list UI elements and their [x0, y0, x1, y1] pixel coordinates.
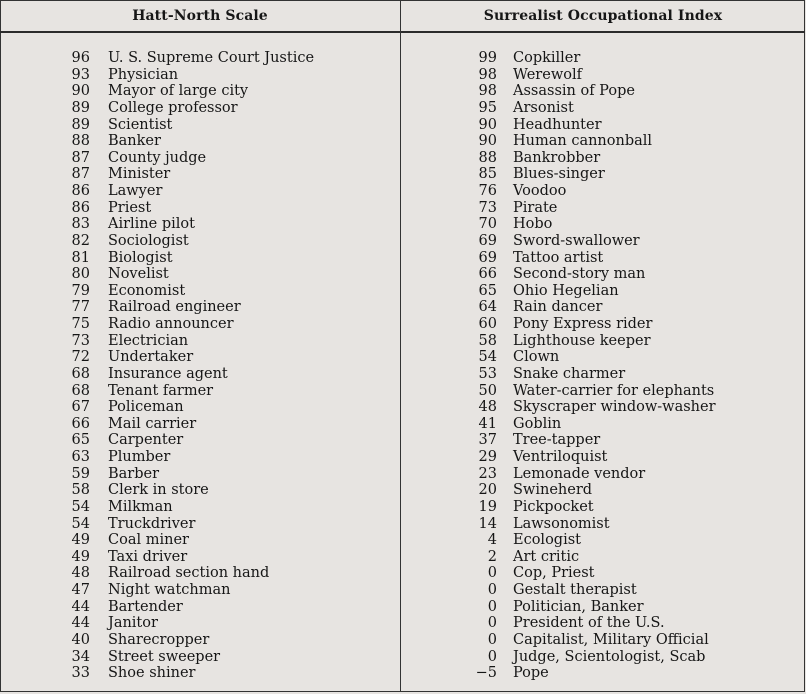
score-value: 20 — [478, 482, 497, 499]
score-value: 73 — [478, 199, 497, 216]
occupation-name: Railroad section hand — [108, 565, 270, 582]
score-value: 0 — [487, 565, 497, 582]
table-row — [401, 166, 805, 183]
occupation-name: Novelist — [108, 266, 169, 283]
occupation-name: Arsonist — [513, 99, 574, 116]
table-row — [0, 50, 400, 67]
score-value: 90 — [71, 83, 90, 100]
score-value: 68 — [71, 382, 90, 399]
score-value: 49 — [71, 548, 90, 565]
table-row — [401, 549, 805, 566]
score-value: 86 — [71, 183, 90, 199]
score-value: 48 — [478, 399, 497, 416]
occupation-name: Coal miner — [108, 532, 189, 549]
score-value: 87 — [71, 166, 90, 183]
occupation-name: Radio announcer — [108, 316, 234, 332]
table-row — [401, 615, 805, 632]
table-row — [401, 649, 805, 666]
score-value: 77 — [71, 299, 90, 316]
score-value: 65 — [71, 432, 90, 449]
occupation-name: Mail carrier — [108, 415, 197, 432]
table-row — [0, 466, 400, 483]
table-row — [401, 183, 805, 200]
table-row — [0, 432, 400, 449]
occupation-name: Mayor of large city — [108, 83, 249, 100]
table-row — [0, 416, 400, 433]
table-row — [401, 599, 805, 616]
score-value: 58 — [71, 482, 90, 499]
occupation-name: Ohio Hegelian — [513, 282, 619, 299]
occupation-name: Physician — [108, 66, 179, 83]
score-value: 68 — [71, 365, 90, 382]
score-value: 66 — [478, 266, 497, 283]
score-value: 34 — [71, 648, 90, 665]
score-value: 58 — [478, 332, 497, 349]
table-row — [401, 532, 805, 549]
score-value: 69 — [478, 232, 497, 249]
score-value: 85 — [478, 166, 497, 183]
table-row — [401, 632, 805, 649]
table-row — [401, 349, 805, 366]
score-value: 2 — [487, 548, 497, 565]
table-row — [401, 200, 805, 217]
table-row — [0, 532, 400, 549]
table-row — [401, 233, 805, 250]
table-row — [0, 449, 400, 466]
surrealist-list — [401, 50, 805, 682]
occupation-name: Bankrobber — [513, 149, 601, 166]
table-row — [0, 399, 400, 416]
occupation-name: Tattoo artist — [513, 249, 604, 266]
score-value: 63 — [71, 449, 90, 465]
table-row — [0, 516, 400, 533]
table-row — [0, 83, 400, 100]
occupation-name: Ventriloquist — [513, 449, 608, 465]
occupation-name: Clown — [513, 349, 560, 366]
occupation-name: Airline pilot — [108, 216, 195, 233]
occupation-name: Voodoo — [513, 183, 567, 199]
occupation-name: Hobo — [513, 216, 553, 233]
occupation-name: Assassin of Pope — [513, 83, 635, 100]
score-value: 81 — [71, 249, 90, 266]
occupation-name: Undertaker — [108, 349, 194, 366]
table-row — [401, 399, 805, 416]
occupation-name: Sociologist — [108, 232, 189, 249]
occupation-name: Insurance agent — [108, 365, 228, 382]
occupation-name: Copkiller — [513, 50, 581, 66]
occupation-name: Tenant farmer — [108, 382, 214, 399]
occupation-name: Carpenter — [108, 432, 184, 449]
occupation-name: Rain dancer — [513, 299, 603, 316]
occupation-name: Economist — [108, 282, 186, 299]
score-value: 75 — [71, 316, 90, 332]
table-row — [0, 482, 400, 499]
occupation-name: Truckdriver — [108, 515, 196, 532]
score-value: 4 — [487, 532, 497, 549]
score-value: 0 — [487, 615, 497, 632]
score-value: 83 — [71, 216, 90, 233]
score-value: 72 — [71, 349, 90, 366]
table-row — [401, 482, 805, 499]
occupation-name: Street sweeper — [108, 648, 221, 665]
table-row — [0, 383, 400, 400]
table-row — [401, 333, 805, 350]
score-value: 67 — [71, 399, 90, 416]
occupation-name: College professor — [108, 99, 238, 116]
table-row — [401, 582, 805, 599]
occupation-name: Policeman — [108, 399, 184, 416]
score-value: 60 — [478, 316, 497, 332]
hatt-north-list — [0, 50, 400, 682]
score-value: 54 — [71, 515, 90, 532]
occupation-name: Barber — [108, 465, 160, 482]
score-value: 89 — [71, 99, 90, 116]
score-value: 14 — [478, 515, 497, 532]
occupation-name: Electrician — [108, 332, 189, 349]
table-row — [0, 599, 400, 616]
table-row — [0, 333, 400, 350]
hatt-north-scale-header: Hatt-North Scale — [132, 8, 268, 24]
table-row — [401, 416, 805, 433]
table-row — [0, 133, 400, 150]
table-row — [0, 150, 400, 167]
score-value: 44 — [71, 598, 90, 615]
score-value: 48 — [71, 565, 90, 582]
occupation-name: Lighthouse keeper — [513, 332, 651, 349]
occupation-name: Night watchman — [108, 582, 231, 598]
table-row — [0, 117, 400, 134]
score-value: 79 — [71, 282, 90, 299]
score-value: 90 — [478, 116, 497, 133]
score-value: 47 — [71, 582, 90, 598]
occupation-name: Sword-swallower — [513, 232, 640, 249]
score-value: 49 — [71, 532, 90, 549]
score-value: 0 — [487, 631, 497, 648]
table-row — [401, 117, 805, 134]
score-value: 33 — [71, 665, 90, 682]
score-value: 90 — [478, 133, 497, 150]
occupation-name: Shoe shiner — [108, 665, 196, 682]
score-value: 66 — [71, 415, 90, 432]
score-value: 23 — [478, 465, 497, 482]
occupation-name: Ecologist — [513, 532, 581, 549]
surrealist-index-header: Surrealist Occupational Index — [483, 8, 723, 24]
score-value: 19 — [478, 498, 497, 515]
score-value: 86 — [71, 199, 90, 216]
occupation-name: Milkman — [108, 498, 173, 515]
score-value: 40 — [71, 631, 90, 648]
table-row — [0, 266, 400, 283]
occupation-name: Lawsonomist — [513, 515, 610, 532]
table-row — [0, 615, 400, 632]
table-row — [0, 565, 400, 582]
table-row — [0, 299, 400, 316]
score-value: 54 — [478, 349, 497, 366]
score-value: 41 — [478, 415, 497, 432]
score-value: 37 — [478, 432, 497, 449]
score-value: 89 — [71, 116, 90, 133]
table-row — [0, 499, 400, 516]
score-value: 98 — [478, 66, 497, 83]
score-value: 82 — [71, 232, 90, 249]
score-value: 0 — [487, 598, 497, 615]
table-row — [0, 200, 400, 217]
table-row — [401, 449, 805, 466]
score-value: 69 — [478, 249, 497, 266]
table-row — [0, 632, 400, 649]
occupation-name: Clerk in store — [108, 482, 209, 499]
score-value: 0 — [487, 582, 497, 598]
occupation-name: Art critic — [513, 548, 580, 565]
occupation-name: Pickpocket — [513, 498, 594, 515]
occupation-name: Snake charmer — [513, 365, 626, 382]
table-row — [0, 649, 400, 666]
table-row — [401, 432, 805, 449]
table-row — [401, 133, 805, 150]
occupation-name: Taxi driver — [108, 548, 188, 565]
score-value: 88 — [71, 133, 90, 150]
table-row — [401, 266, 805, 283]
occupation-name: U. S. Supreme Court Justice — [108, 50, 315, 66]
occupation-name: Janitor — [108, 615, 158, 632]
table-row — [0, 216, 400, 233]
table-row — [401, 250, 805, 267]
table-row — [0, 665, 400, 682]
table-row — [401, 299, 805, 316]
occupation-name: Cop, Priest — [513, 565, 595, 582]
table-row — [401, 67, 805, 84]
score-value: 87 — [71, 149, 90, 166]
score-value: 73 — [71, 332, 90, 349]
occupation-name: Water-carrier for elephants — [513, 382, 715, 399]
table-row — [401, 316, 805, 333]
table-row — [0, 349, 400, 366]
occupation-name: Human cannonball — [513, 133, 653, 150]
score-value: 64 — [478, 299, 497, 316]
occupation-name: Pope — [513, 665, 549, 682]
score-value: 50 — [478, 382, 497, 399]
score-value: 65 — [478, 282, 497, 299]
occupation-name: Goblin — [513, 415, 562, 432]
table-row — [0, 582, 400, 599]
score-value: 44 — [71, 615, 90, 632]
score-value: −5 — [475, 665, 497, 682]
table-row — [401, 466, 805, 483]
table-row — [401, 665, 805, 682]
table-row — [0, 67, 400, 84]
score-value: 59 — [71, 465, 90, 482]
score-value: 53 — [478, 365, 497, 382]
table-row — [401, 499, 805, 516]
score-value: 54 — [71, 498, 90, 515]
table-row — [0, 366, 400, 383]
occupation-name: Sharecropper — [108, 631, 210, 648]
occupation-name: Pony Express rider — [513, 316, 653, 332]
table-row — [0, 233, 400, 250]
table-row — [0, 100, 400, 117]
occupation-name: Scientist — [108, 116, 173, 133]
table-row — [401, 383, 805, 400]
score-value: 95 — [478, 99, 497, 116]
occupation-name: Headhunter — [513, 116, 602, 133]
table-row — [0, 283, 400, 300]
occupation-name: Plumber — [108, 449, 171, 465]
table-row — [401, 83, 805, 100]
score-value: 80 — [71, 266, 90, 283]
occupation-name: Werewolf — [513, 66, 582, 83]
occupation-name: Lawyer — [108, 183, 163, 199]
occupation-name: Blues-singer — [513, 166, 605, 183]
occupation-name: President of the U.S. — [513, 615, 665, 632]
table-row — [401, 516, 805, 533]
occupation-name: Capitalist, Military Official — [513, 631, 709, 648]
score-value: 0 — [487, 648, 497, 665]
occupation-name: Lemonade vendor — [513, 465, 646, 482]
score-value: 29 — [478, 449, 497, 465]
occupation-name: County judge — [108, 149, 207, 166]
occupation-name: Railroad engineer — [108, 299, 241, 316]
occupation-name: Minister — [108, 166, 171, 183]
occupation-name: Priest — [108, 199, 152, 216]
occupation-name: Pirate — [513, 199, 558, 216]
score-value: 76 — [478, 183, 497, 199]
score-value: 93 — [71, 66, 90, 83]
score-value: 96 — [71, 50, 90, 66]
table-row — [401, 50, 805, 67]
table-row — [0, 183, 400, 200]
table-row — [0, 549, 400, 566]
table-row — [401, 565, 805, 582]
occupation-name: Skyscraper window-washer — [513, 399, 716, 416]
occupation-name: Judge, Scientologist, Scab — [513, 648, 706, 665]
occupation-name: Swineherd — [513, 482, 593, 499]
occupation-name: Tree-tapper — [513, 432, 601, 449]
score-value: 98 — [478, 83, 497, 100]
score-value: 70 — [478, 216, 497, 233]
table-row — [401, 100, 805, 117]
score-value: 99 — [478, 50, 497, 66]
table-row — [0, 166, 400, 183]
table-row — [401, 366, 805, 383]
occupation-name: Bartender — [108, 598, 183, 615]
table-row — [401, 150, 805, 167]
occupation-name: Banker — [108, 133, 161, 150]
occupation-name: Biologist — [108, 249, 173, 266]
occupation-name: Gestalt therapist — [513, 582, 637, 598]
occupation-name: Second-story man — [513, 266, 646, 283]
table-row — [401, 216, 805, 233]
table-row — [0, 250, 400, 267]
score-value: 88 — [478, 149, 497, 166]
occupation-name: Politician, Banker — [513, 598, 644, 615]
table-row — [401, 283, 805, 300]
table-row — [0, 316, 400, 333]
